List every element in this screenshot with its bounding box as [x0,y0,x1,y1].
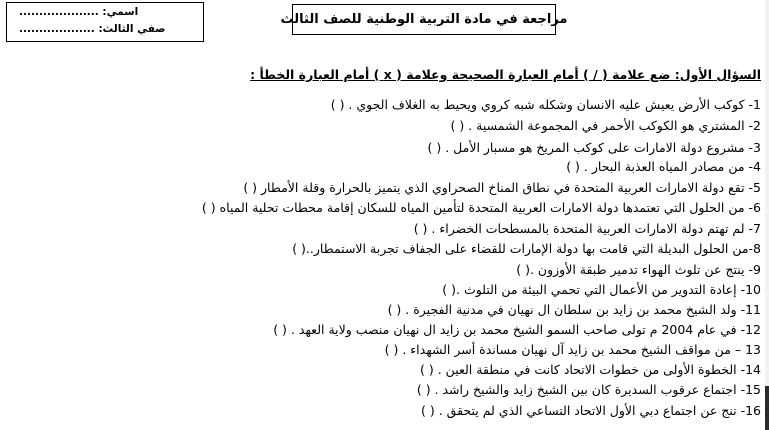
question-item: 4- من مصادر المياه العذبة البحار . ( ) [566,159,761,174]
question-item: 14- الخطوة الأولى من خطوات الاتحاد كانت في منطقة العين . ( ) [420,362,761,377]
question-item: 2- المشتري هو الكوكب الأحمر في المجموعة الشمسية . ( ) [450,118,761,133]
worksheet-title-box [280,4,568,35]
student-class-field: صفي الثالث: ................... [19,23,166,35]
question-item: 3- مشروع دولة الامارات على كوكب المريخ هو مسبار الأمل . ( ) [427,140,761,155]
question-item: 12- في عام 2004 م تولى صاحب السمو الشيخ محمد بن زايد ال نهيان منصب ولاية العهد . ( ) [273,322,761,337]
question-item: 7- لم تهتم دولة الامارات العربية المتحدة بالمسطحات الخضراء . ( ) [413,221,761,236]
question-item: 10- إعادة التدوير من الأعمال التي تحمي البيئة من التلوث .( ) [442,282,761,297]
student-info-box [6,2,204,42]
vertical-scrollbar[interactable] [765,0,769,430]
question-item: 5- تقع دولة الامارات العربية المتحدة في نطاق المناخ الصحراوي الذي يتميز بالحرارة وقلة الأمطار ( ) [243,180,761,195]
question-item: 11- ولد الشيخ محمد بن زايد بن سلطان ال نهيان في مدنية الفجيرة . ( ) [387,302,761,317]
question-item: 16- تنج عن اجتماع دبي الأول الاتحاد التساعي الذي لم يتحقق . ( ) [421,403,761,418]
question-one-heading: السؤال الأول: ضع علامة ( / ) أمام العبارة الصحيحة وعلامة ( x ) أمام العبارة الخطأ : [250,67,761,82]
scrollbar-thumb[interactable] [765,386,769,430]
question-item: 13 – من مواقف الشيخ محمد بن زايد آل نهيان مساندة أسر الشهداء . ( ) [384,342,761,357]
question-item: 15- اجتماع عرقوب السديرة كان بين الشيخ زايد والشيخ راشد . ( ) [416,382,761,397]
student-name-field: اسمي: .................... [19,6,139,18]
question-item: 9- ينتج عن تلوث الهواء تدمير طبقة الأوزون .( ) [516,262,761,277]
worksheet-title: مراجعة في مادة التربية الوطنية للصف الثالث [280,12,568,27]
question-item: 1- كوكب الأرض يعيش عليه الانسان وشكله شبه كروي ويحيط به الغلاف الجوي . ( ) [330,97,761,112]
question-item: 6- من الحلول التي تعتمدها دولة الامارات العربية المتحدة لتأمين المياه للسكان إقامة محطات تحلية المياه ( ) [201,200,761,215]
question-item: 8-من الحلول البديلة التي قامت بها دولة الإمارات للقضاء على الجفاف تجربة الاستمطار..( ) [292,241,761,256]
